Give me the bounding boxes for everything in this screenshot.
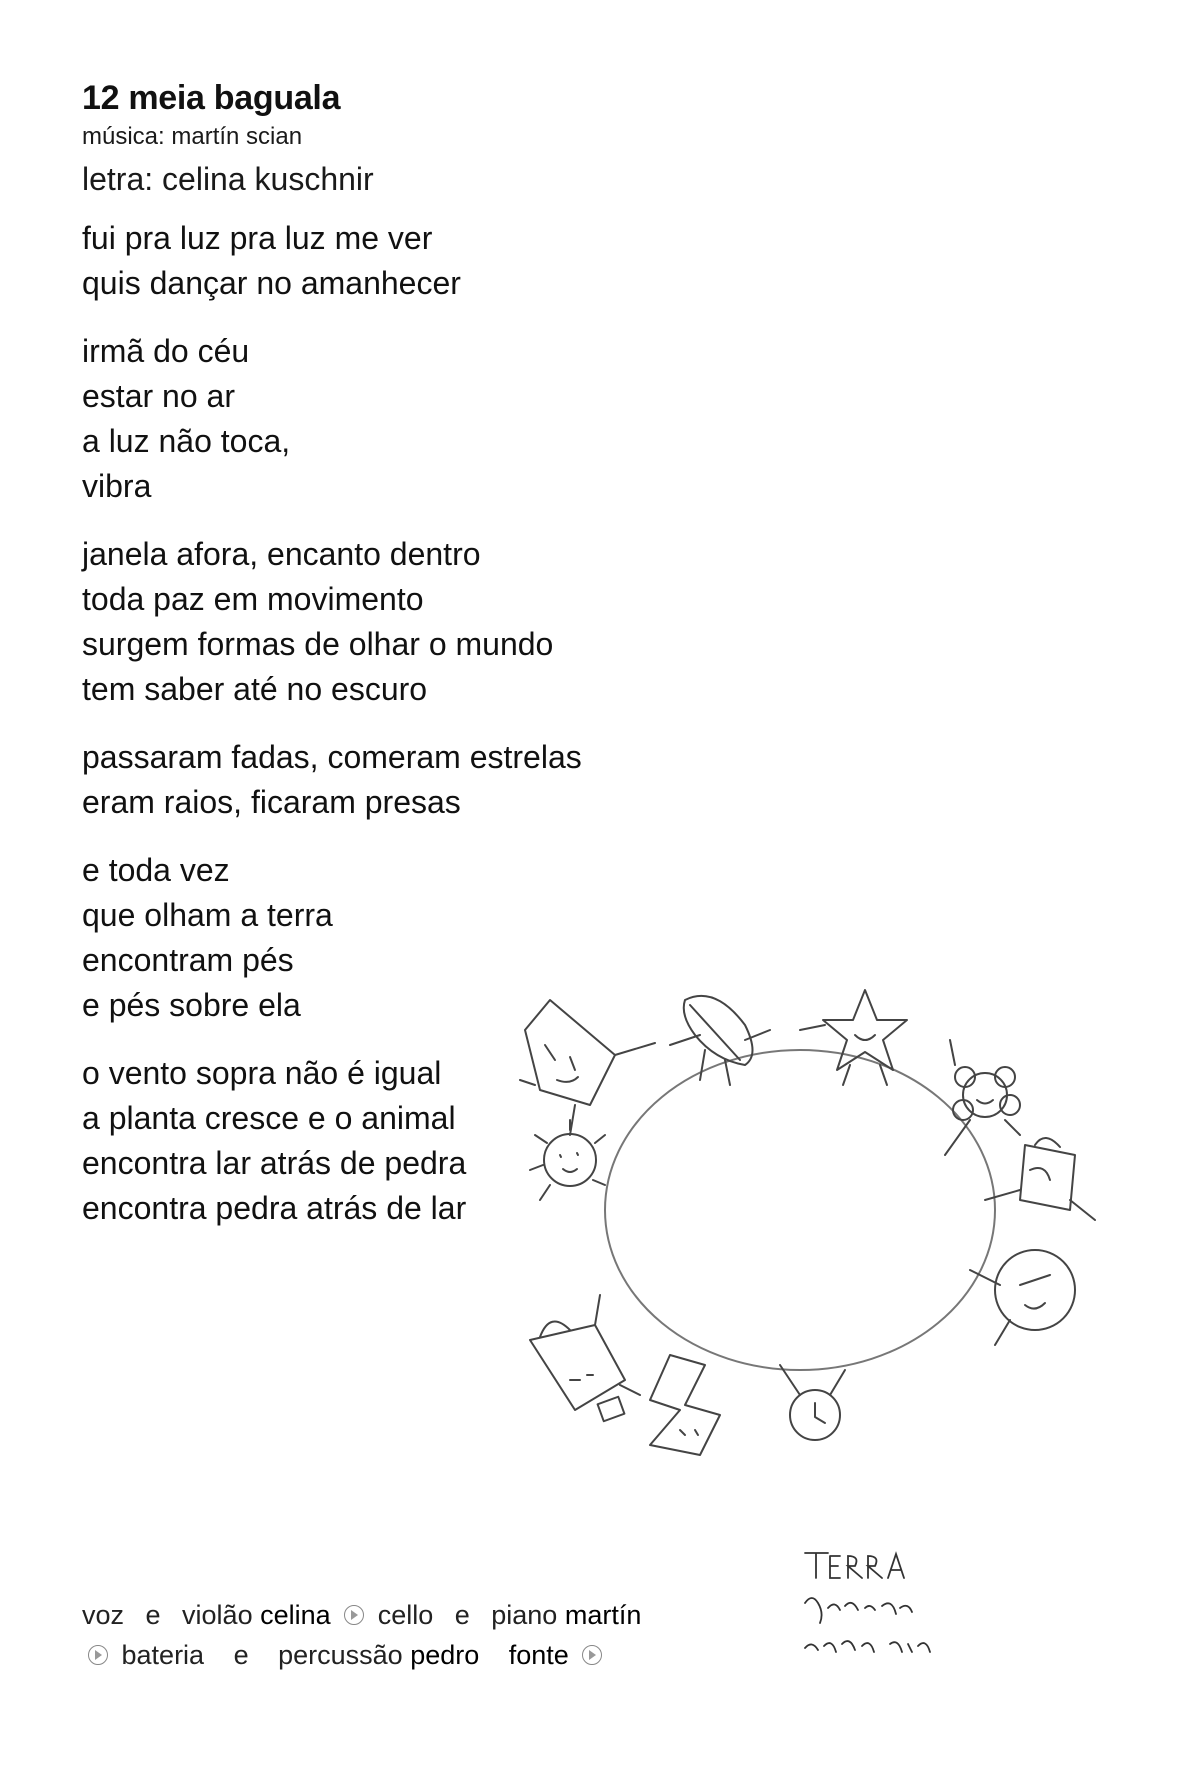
credit-name: martín: [564, 1600, 642, 1630]
lyric-line: janela afora, encanto dentro: [82, 536, 481, 572]
stanza: [82, 216, 582, 306]
clock-character-drawing: [780, 1365, 845, 1440]
round-character-drawing: [970, 1250, 1075, 1345]
lyric-line: eram raios, ficaram presas: [82, 784, 461, 820]
lyric-line: que olham a terra: [82, 897, 333, 933]
play-circle-icon[interactable]: [582, 1645, 602, 1665]
lyric-line: encontra pedra atrás de lar: [82, 1190, 467, 1226]
lyrics-credit: letra: celina kuschnir: [82, 161, 374, 197]
stanza: [82, 329, 582, 509]
credits-row-1: [82, 1595, 641, 1635]
lyric-line: quis dançar no amanhecer: [82, 265, 461, 301]
lyric-line: fui pra luz pra luz me ver: [82, 220, 433, 256]
stanza: [82, 532, 582, 712]
footer-credits: [82, 1595, 641, 1675]
lyric-line: a luz não toca,: [82, 423, 291, 459]
handwritten-note: [800, 1548, 1020, 1668]
lyric-line: e pés sobre ela: [82, 987, 301, 1023]
lyric-line: tem saber até no escuro: [82, 671, 428, 707]
earth-illustration: [515, 985, 1135, 1515]
leaf-character-drawing: [670, 996, 770, 1085]
credit-role: voz e violão: [82, 1600, 253, 1630]
lyric-line: e toda vez: [82, 852, 230, 888]
bag-character-drawing: [530, 1295, 640, 1421]
stanza: [82, 1051, 582, 1231]
credits-row-2: [82, 1635, 641, 1675]
play-circle-icon[interactable]: [88, 1645, 108, 1665]
stanza: [82, 735, 582, 825]
lyric-line: encontram pés: [82, 942, 294, 978]
cup-character-drawing: [985, 1138, 1095, 1220]
lyric-line: surgem formas de olhar o mundo: [82, 626, 554, 662]
lyric-line: o vento sopra não é igual: [82, 1055, 442, 1091]
credit-name: celina: [260, 1600, 331, 1630]
lyric-line: encontra lar atrás de pedra: [82, 1145, 467, 1181]
lyrics-body: [82, 216, 582, 1254]
flower-character-drawing: [945, 1040, 1020, 1155]
lyric-line: estar no ar: [82, 378, 235, 414]
sun-character-drawing: [530, 1120, 605, 1200]
stanza: [82, 848, 582, 1028]
credit-role: bateria e percussão: [121, 1640, 403, 1670]
earth-circle: [605, 1050, 995, 1370]
music-credit: música: martín scian: [82, 123, 303, 150]
play-circle-icon[interactable]: [344, 1605, 364, 1625]
lyric-line: vibra: [82, 468, 152, 504]
credit-role: cello e piano: [377, 1600, 558, 1630]
credit-name: pedro fonte: [410, 1640, 569, 1670]
song-title: 12 meia baguala: [82, 79, 341, 117]
lyric-line: toda paz em movimento: [82, 581, 424, 617]
lyric-line: passaram fadas, comeram estrelas: [82, 739, 582, 775]
star-character-drawing: [800, 990, 907, 1085]
triangle-character-drawing: [520, 1000, 655, 1135]
lightning-character-drawing: [650, 1355, 720, 1455]
lyric-line: irmã do céu: [82, 333, 250, 369]
lyric-line: a planta cresce e o animal: [82, 1100, 456, 1136]
